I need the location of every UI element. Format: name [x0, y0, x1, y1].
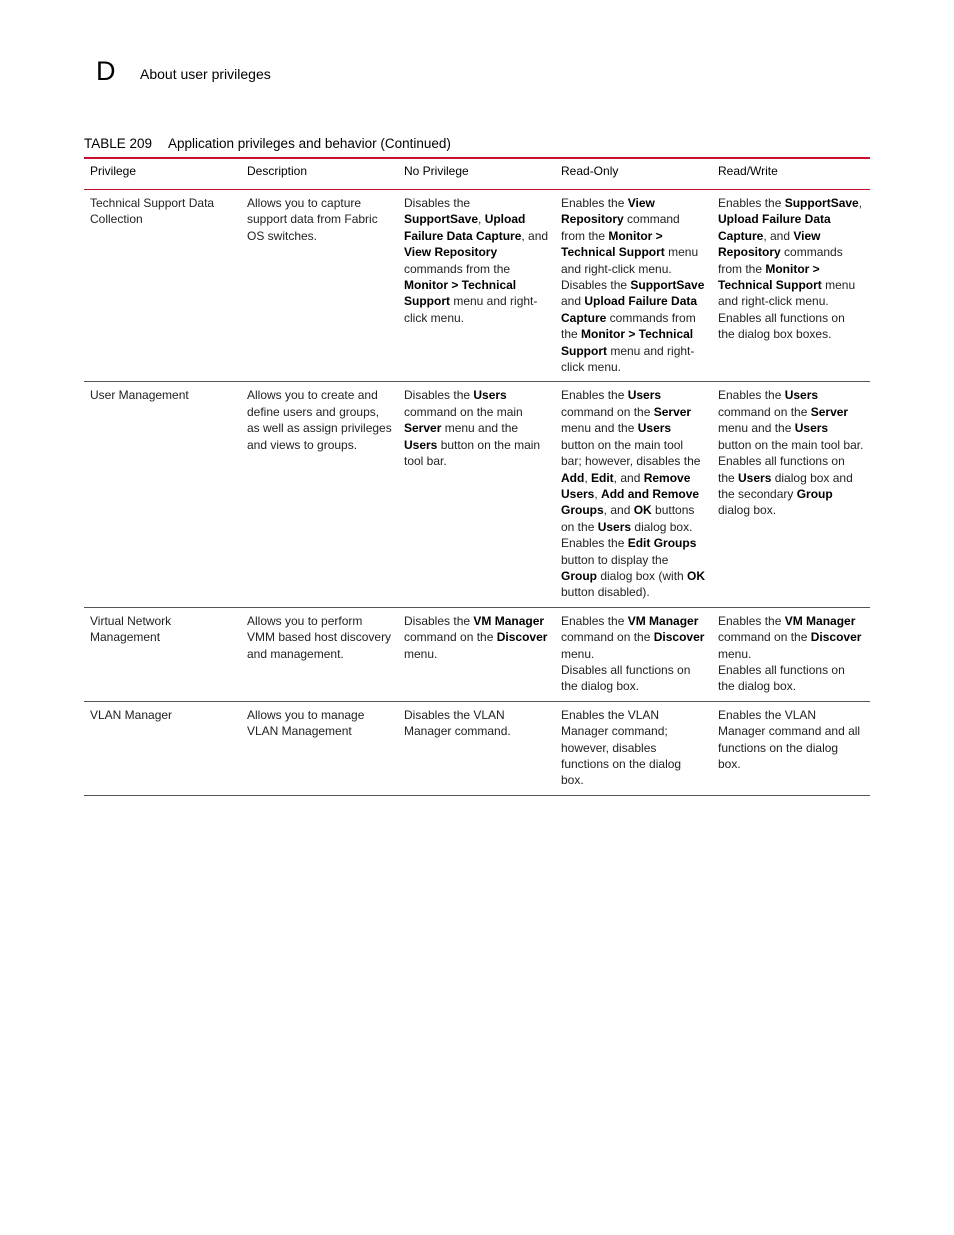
command-name: Users: [597, 519, 632, 534]
command-name: SupportSave: [404, 212, 479, 227]
command-name: Users: [473, 388, 507, 403]
cell-paragraph: Disables the Users command on the main Server menu and the Users button on the main tool bar.: [404, 388, 541, 469]
column-header-read-write: Read/Write: [718, 164, 778, 178]
cell-paragraph: Enables the VLAN Manager command; however, disables functions on the dialog box.: [561, 707, 682, 788]
command-name: Monitor > Technical Support: [561, 327, 694, 358]
description-cell: Allows you to create and define users and groups, as well as assign privileges and views to groups.: [247, 388, 392, 452]
command-name: View Repository: [561, 196, 655, 227]
cell-paragraph: Disables the SupportSave, Upload Failure Data Capture, and View Repository commands from the Monitor > Technical Support menu and right-click menu.: [404, 196, 549, 325]
cell-paragraph: Enables the Edit Groups button to display the Group dialog box (with OK button disabled).: [561, 536, 706, 600]
command-name: Monitor > Technical Support: [404, 278, 517, 309]
cell-paragraph: Enables the Users command on the Server menu and the Users button on the main tool bar.: [718, 388, 864, 452]
privilege-cell: User Management: [90, 388, 189, 403]
description-cell: Allows you to capture support data from Fabric OS switches.: [247, 196, 378, 243]
privilege-cell: VLAN Manager: [90, 707, 173, 722]
read-only-cell: [555, 190, 712, 382]
no-privilege-cell: [398, 190, 555, 382]
command-name: VM Manager: [473, 613, 545, 628]
command-name: Upload Failure Data Capture: [561, 294, 698, 325]
read-write-cell: [712, 382, 870, 607]
cell-paragraph: Enables all functions on the Users dialog box and the secondary Group dialog box.: [718, 454, 853, 518]
command-name: Upload Failure Data Capture: [718, 212, 831, 243]
command-name: OK: [687, 568, 706, 583]
column-header-privilege: Privilege: [90, 164, 137, 178]
table-caption: [84, 136, 870, 152]
cell-paragraph: Enables all functions on the dialog box boxes.: [718, 310, 845, 342]
command-name: View Repository: [718, 228, 821, 260]
table-header-row: [84, 158, 870, 190]
command-name: SupportSave: [784, 196, 859, 210]
command-name: Discover: [653, 630, 705, 645]
cell-paragraph: Disables the VLAN Manager command.: [404, 707, 511, 739]
command-name: Users: [637, 421, 672, 436]
command-name: Users: [627, 388, 662, 403]
command-name: OK: [633, 503, 652, 518]
cell-paragraph: Disables the VM Manager command on the Discover menu.: [404, 613, 548, 661]
command-name: Monitor > Technical Support: [718, 261, 822, 293]
cell-paragraph: Disables the SupportSave and Upload Failure Data Capture commands from the Monitor > Technical Support menu and right-click menu.: [561, 278, 705, 375]
read-write-cell: [712, 190, 870, 382]
privilege-cell: Virtual Network Management: [90, 613, 172, 645]
read-only-cell: [555, 382, 712, 607]
no-privilege-cell: [398, 607, 555, 701]
description-cell: Allows you to perform VMM based host discovery and management.: [247, 613, 392, 661]
command-name: View Repository: [404, 245, 498, 260]
command-name: Edit: [591, 470, 614, 485]
column-header-description: Description: [247, 164, 308, 178]
cell-paragraph: Enables the VM Manager command on the Discover menu.: [718, 613, 862, 661]
read-write-cell: [712, 701, 870, 795]
privilege-cell: Technical Support Data Collection: [90, 196, 215, 227]
cell-paragraph: Enables the SupportSave, Upload Failure Data Capture, and View Repository commands from the Monitor > Technical Support menu and right-click menu.: [718, 196, 863, 309]
command-name: Add and Remove Groups: [561, 486, 700, 518]
description-cell: Allows you to manage VLAN Management: [247, 707, 365, 739]
no-privilege-cell: [398, 701, 555, 795]
section-title: About user privileges: [140, 66, 271, 82]
command-name: Users: [404, 437, 438, 452]
read-write-cell: [712, 607, 870, 701]
command-name: Remove Users: [561, 470, 691, 501]
table-row: [84, 701, 870, 795]
command-name: Add: [561, 470, 585, 485]
table-row: [84, 190, 870, 382]
command-name: Group: [796, 486, 833, 501]
privileges-table-container: [84, 157, 870, 796]
chapter-letter: D: [96, 56, 116, 86]
command-name: Server: [404, 421, 442, 436]
cell-paragraph: Enables the View Repository command from the Monitor > Technical Support menu and right-click menu.: [561, 196, 699, 276]
command-name: Users: [794, 421, 829, 436]
read-only-cell: [555, 607, 712, 701]
command-name: Users: [784, 388, 819, 403]
cell-paragraph: Enables all functions on the dialog box.: [718, 662, 845, 694]
cell-paragraph: Enables the VM Manager command on the Discover menu.: [561, 613, 705, 661]
column-header-read-only: Read-Only: [561, 164, 619, 178]
cell-paragraph: Enables the VLAN Manager command and all functions on the dialog box.: [718, 707, 861, 771]
command-name: Discover: [810, 630, 862, 645]
command-name: SupportSave: [630, 278, 705, 293]
no-privilege-cell: [398, 382, 555, 607]
column-header-no-privilege: No Privilege: [404, 164, 469, 178]
privileges-table: [84, 157, 870, 796]
command-name: Monitor > Technical Support: [561, 228, 665, 260]
table-title: Application privileges and behavior (Continued): [168, 136, 451, 151]
command-name: Edit Groups: [627, 536, 697, 551]
command-name: Users: [738, 470, 772, 485]
command-name: Upload Failure Data Capture: [404, 212, 526, 243]
command-name: Server: [653, 404, 692, 419]
table-number: TABLE 209: [84, 136, 153, 151]
command-name: VM Manager: [784, 613, 856, 628]
read-only-cell: [555, 701, 712, 795]
table-row: [84, 607, 870, 701]
command-name: VM Manager: [627, 613, 699, 628]
cell-paragraph: Enables the Users command on the Server menu and the Users button on the main tool bar; however, disables the Add, Edit, and Remove Users, Add and Remove Groups, and OK buttons on the Users dialog box.: [561, 388, 701, 534]
command-name: Server: [810, 404, 849, 419]
table-row: [84, 382, 870, 607]
command-name: Group: [561, 568, 597, 583]
cell-paragraph: Disables all functions on the dialog box.: [561, 662, 691, 694]
command-name: Discover: [496, 630, 548, 645]
